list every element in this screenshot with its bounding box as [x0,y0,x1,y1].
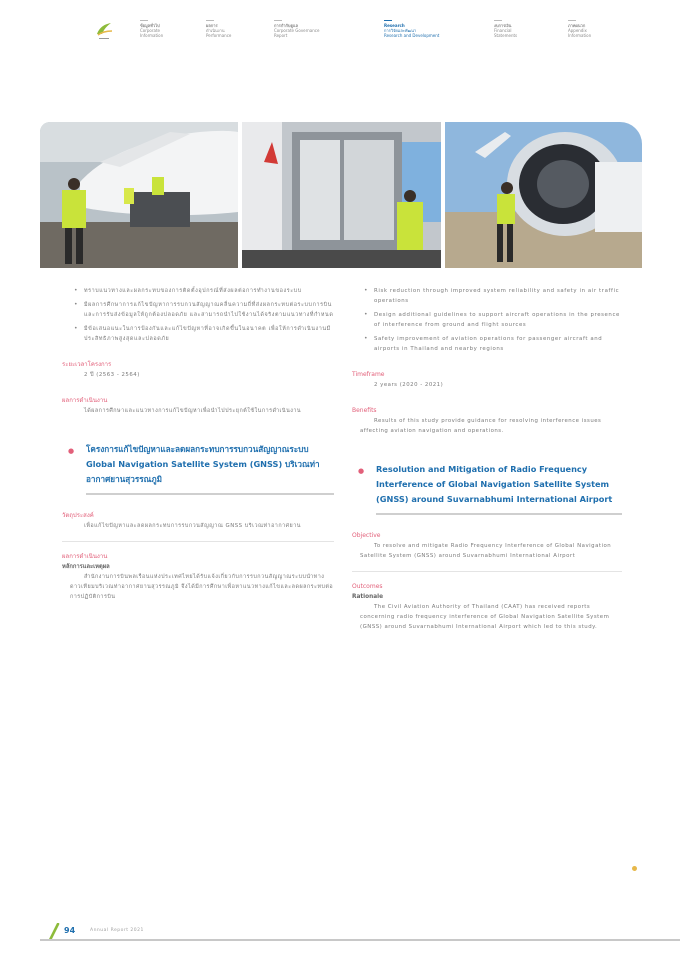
list-item: • Design additional guidelines to support aircraft operations in the presence of interference from ground and flight sources [374,310,622,330]
top-navigation [88,14,628,44]
benefit-text: Results of this study provide guidance for resolving interference issues affecting aviation navigation and operations. [360,418,602,434]
nav-label: Performance [206,33,232,38]
project-title [352,462,622,515]
list-item: • Risk reduction through improved system reliability and safety in air traffic operations [374,286,622,306]
project-marker-icon: ● [358,467,365,475]
list-item: • มีผลการศึกษาการแก้ไขปัญหาการรบกวนสัญญาณคลื่นความถี่ที่ส่งผลกระทบต่อระบบการบินและการรับส่งข้อมูลให้ถูกต้องปลอดภัย และสามารถนำไปใช้งานได้จริงตามแนวทางที่กำหนด [84,300,334,320]
period-label: ระยะเวลาโครงการ [62,361,112,368]
period-value: 2 years (2020 - 2021) [374,382,444,388]
nav-item-research[interactable] [384,20,439,38]
nav-item-corporate[interactable] [140,20,163,38]
objective-text: เพื่อแก้ไขปัญหาและลดผลกระทบการรบกวนสัญญาณ GNSS บริเวณท่าอากาศยาน [84,523,301,529]
nav-label: การวิจัยและพัฒนา [384,28,417,33]
nav-label: Information [140,33,164,38]
nav-label: Research [384,23,405,28]
nav-label: งบการเงิน [494,23,512,28]
nav-item-appendix[interactable] [568,20,591,38]
result-subheading: Rationale [352,594,384,600]
english-bullet-list [352,286,622,354]
list-item: • ทราบแนวทางและผลกระทบของการติดตั้งอุปกรณ์ที่ส่งผลต่อการทำงานของระบบ [84,286,334,296]
photo-strip [40,122,642,268]
nav-label: Corporate Governance [274,28,320,33]
result-label: ผลการดำเนินงาน [62,553,108,560]
nav-label: Report [274,33,288,38]
nav-label: Financial [494,28,512,33]
benefit-label: ผลการดำเนินงาน [62,397,108,404]
divider [376,513,622,515]
thai-column [62,286,334,602]
nav-label: ภาคผนวก [568,23,586,28]
nav-label: Information [568,33,592,38]
divider [62,541,334,542]
footer-title: Annual Report 2021 [90,928,144,933]
period-value: 2 ปี (2563 - 2564) [84,372,140,378]
objective-label: Objective [352,532,381,539]
photo-aircraft-fuselage [40,122,238,268]
footer-rule [40,939,680,941]
list-item: • Safety improvement of aviation operations for passenger aircraft and airports in Thailand and nearby regions [374,334,622,354]
objective-label: วัตถุประสงค์ [62,512,94,519]
nav-label: Corporate [140,28,160,33]
divider [86,493,334,495]
divider [352,571,622,572]
english-column [352,286,622,632]
nav-item-performance[interactable] [206,20,231,38]
list-item: • มีข้อเสนอแนะในการป้องกันและแก้ไขปัญหาที่อาจเกิดขึ้นในอนาคต เพื่อให้การดำเนินงานมีประสิทธิภาพสูงสุดและปลอดภัย [84,324,334,344]
page-number: 94 [64,926,76,935]
benefit-text: ได้ผลการศึกษาและแนวทางการแก้ไขปัญหาเพื่อนำไปประยุกต์ใช้ในการดำเนินงาน [84,408,302,414]
project-title [62,442,334,495]
project-title-text: โครงการแก้ไขปัญหาและลดผลกระทบการรบกวนสัญญาณระบบ Global Navigation Satellite System (GNSS) บริเวณท่าอากาศยานสุวรรณภูมิ [86,444,320,484]
result-text: The Civil Aviation Authority of Thailand (CAAT) has received reports concerning radio frequency interference of Global Navigation Satellite System (GNSS) around Suvarnabhumi International Airport which led to this study. [360,604,610,630]
page-footer [40,920,680,950]
nav-label: ดำเนินงาน [206,28,225,33]
project-title-text: Resolution and Mitigation of Radio Frequency Interference of Global Navigation Satellite System (GNSS) around Suvarnabhumi International Airport [376,464,613,504]
objective-text: To resolve and mitigate Radio Frequency Interference of Global Navigation Satellite System (GNSS) around Suvarnabhumi International Airport [360,543,612,559]
result-text: สำนักงานการบินพลเรือนแห่งประเทศไทยได้รับแจ้งเกี่ยวกับการรบกวนสัญญาณระบบนำทางดาวเทียมบริเวณท่าอากาศยานสุวรรณภูมิ จึงได้มีการศึกษาเพื่อหาแนวทางแก้ไขและลดผลกระทบต่อการปฏิบัติการบิน [70,574,334,600]
logo-icon [94,20,114,42]
nav-label: Statements [494,33,518,38]
period-label: Timeframe [352,371,385,378]
nav-label: ข้อมูลทั่วไป [140,23,160,28]
nav-label: Research and Development [384,33,440,38]
nav-label: การกำกับดูแล [274,23,299,28]
nav-label: ผลการ [206,23,218,28]
thai-bullet-list [62,286,334,344]
nav-label: Appendix [568,28,587,33]
photo-cargo-equipment [242,122,441,268]
result-label: Outcomes [352,583,383,590]
nav-item-governance[interactable] [274,20,319,38]
benefit-label: Benefits [352,407,377,414]
result-subheading: หลักการและเหตุผล [62,564,110,570]
photo-engine-inspection [445,122,642,268]
nav-item-financial[interactable] [494,20,517,38]
project-marker-icon: ● [68,447,75,455]
decorative-dot [632,866,637,871]
